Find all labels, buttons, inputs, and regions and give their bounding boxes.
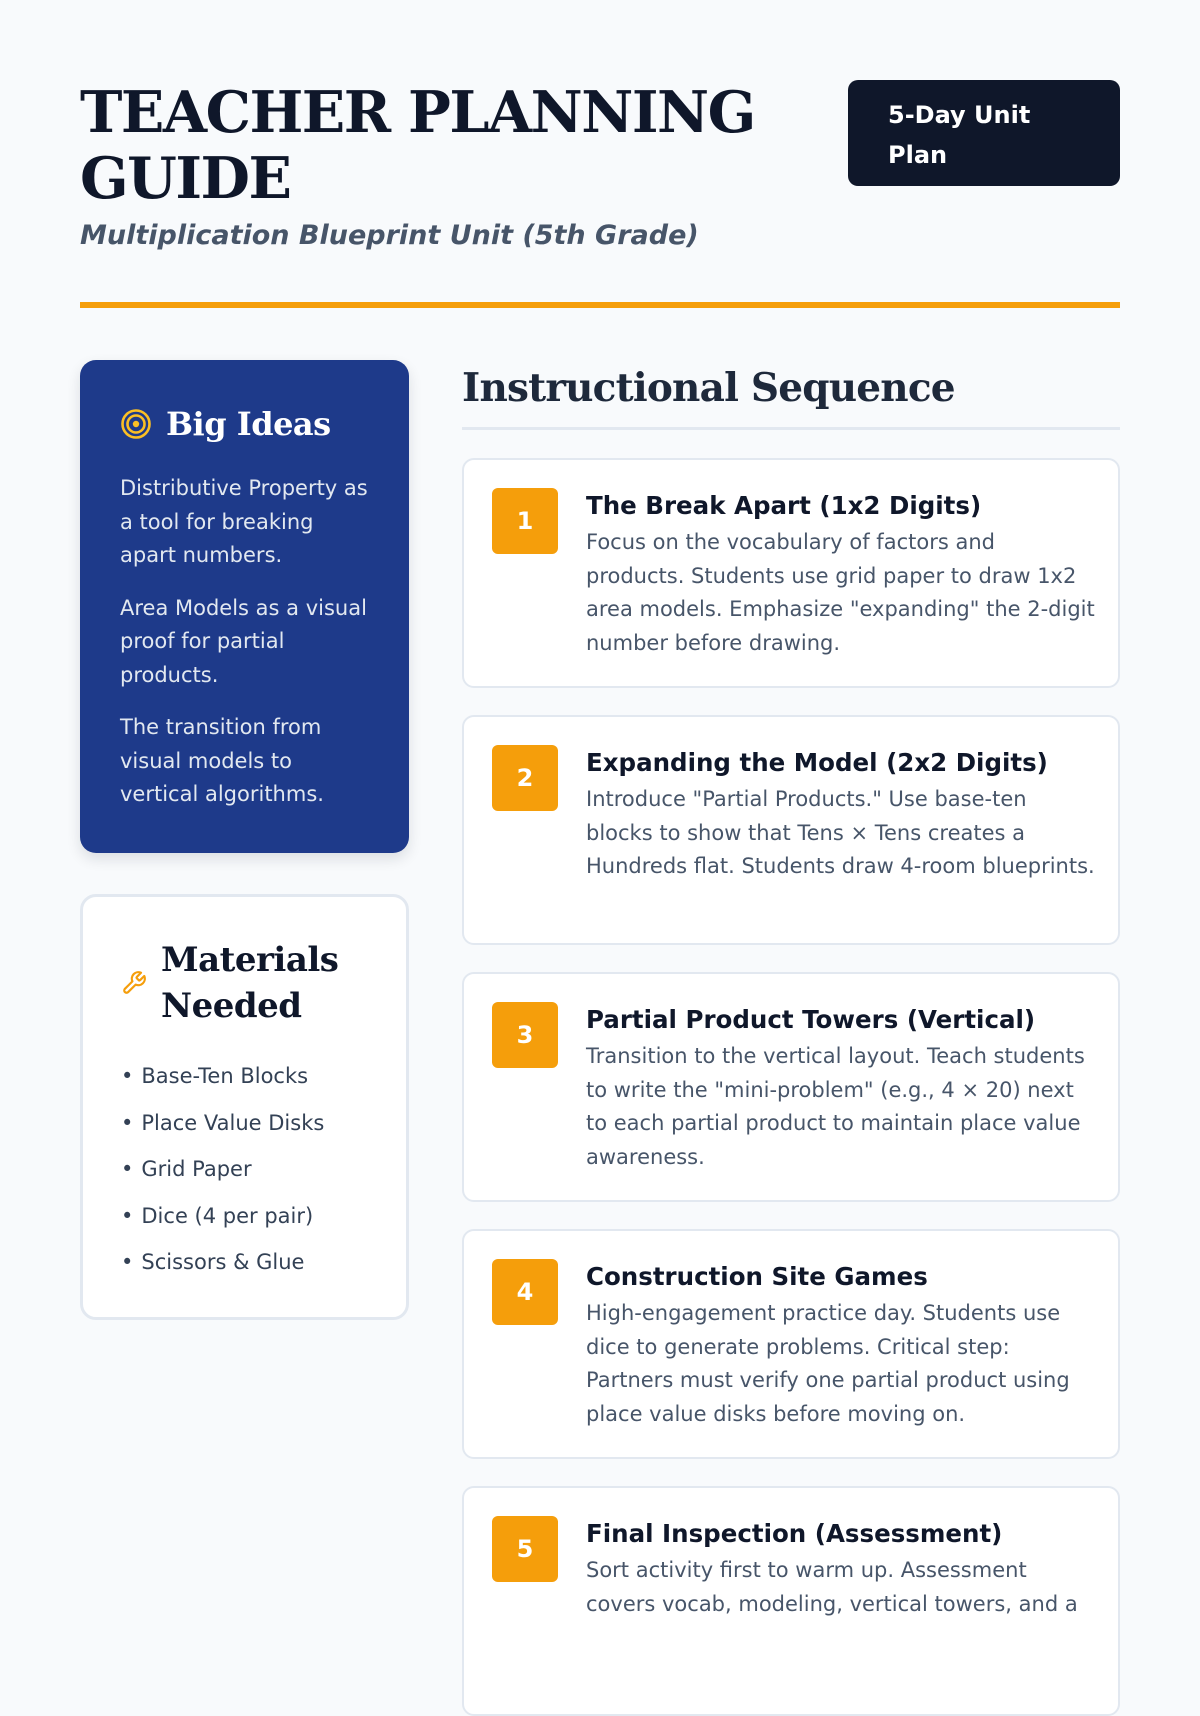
materials-card [80,894,409,1320]
step-number-badge: 5 [492,1516,558,1582]
target-icon [120,408,152,440]
page-title: TEACHER PLANNING GUIDE [80,79,755,212]
materials-title: Materials Needed [161,940,339,1026]
step-number-badge: 4 [492,1259,558,1325]
step-description: Transition to the vertical layout. Teach students to write the "mini-problem" (e.g., 4 × 20) next to each partial product to maintain place value awareness. [586,1044,1085,1169]
unit-plan-badge: 5-Day Unit Plan [848,80,1120,186]
step-title: The Break Apart (1x2 Digits) [586,491,982,520]
material-item: • Scissors & Glue [121,1239,368,1286]
step-description: Sort activity first to warm up. Assessment covers vocab, modeling, vertical towers, and a [586,1558,1078,1616]
step-title: Final Inspection (Assessment) [586,1519,1003,1548]
materials-header [121,937,368,1029]
big-ideas-card [80,360,409,853]
big-idea-item: Distributive Property as a tool for breaking apart numbers. [120,476,368,567]
step-description: Focus on the vocabulary of factors and products. Students use grid paper to draw 1x2 area models. Emphasize "expanding" the 2-digit number before drawing. [586,530,1095,655]
big-ideas-header [120,400,369,448]
material-item: • Dice (4 per pair) [121,1193,368,1240]
step-description: High-engagement practice day. Students use dice to generate problems. Critical step: Partners must verify one partial product using place value disks before moving on. [586,1301,1070,1426]
wrench-icon [121,970,147,996]
page-subtitle: Multiplication Blueprint Unit (5th Grade) [80,220,699,251]
big-idea-item: The transition from visual models to vertical algorithms. [120,715,324,806]
big-ideas-title: Big Ideas [166,405,331,443]
big-idea-item: Area Models as a visual proof for partial products. [120,595,367,687]
sequence-step-4 [462,1229,1120,1459]
page-header [80,80,1120,308]
material-item: • Place Value Disks [121,1100,368,1147]
step-title: Expanding the Model (2x2 Digits) [586,748,1048,777]
step-title: Partial Product Towers (Vertical) [586,1005,1036,1034]
sequence-step-5 [462,1486,1120,1716]
step-title: Construction Site Games [586,1262,928,1291]
sequence-step-2 [462,715,1120,945]
step-number-badge: 3 [492,1002,558,1068]
step-number-badge: 2 [492,745,558,811]
material-item: • Base-Ten Blocks [121,1053,368,1100]
sequence-step-3 [462,972,1120,1202]
sequence-step-1 [462,458,1120,688]
material-item: • Grid Paper [121,1146,368,1193]
step-description: Introduce "Partial Products." Use base-ten blocks to show that Tens × Tens creates a Hundreds flat. Students draw 4-room blueprints. [586,787,1095,878]
step-number-badge: 1 [492,488,558,554]
instructional-sequence-title: Instructional Sequence [462,360,1120,430]
